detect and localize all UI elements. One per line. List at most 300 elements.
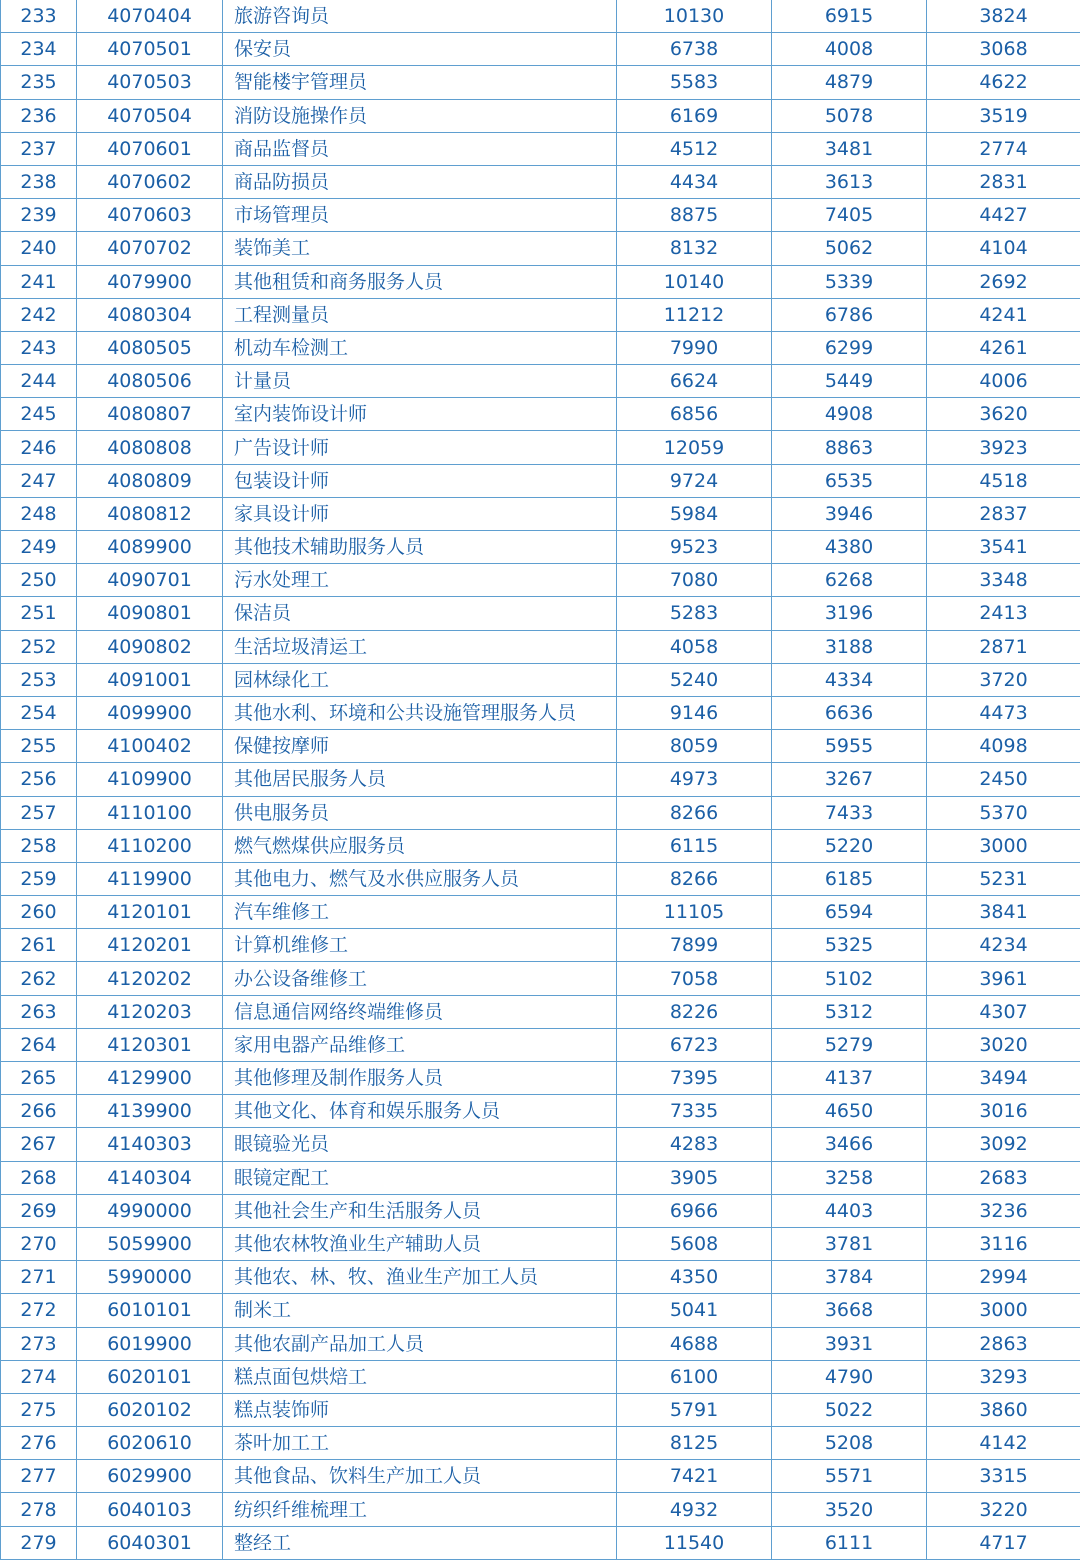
- low-value-cell: 3220: [927, 1493, 1080, 1526]
- high-value-cell: 8266: [617, 862, 772, 895]
- row-number-cell: 266: [1, 1095, 77, 1128]
- median-value-cell: 3520: [772, 1493, 927, 1526]
- low-value-cell: 2774: [927, 132, 1080, 165]
- occupation-name-cell: 旅游咨询员: [223, 0, 617, 33]
- median-value-cell: 5022: [772, 1393, 927, 1426]
- occupation-name-cell: 家用电器产品维修工: [223, 1028, 617, 1061]
- median-value-cell: 3196: [772, 597, 927, 630]
- median-value-cell: 5449: [772, 365, 927, 398]
- table-row: [1, 1194, 1080, 1227]
- occupation-name-cell: 其他社会生产和生活服务人员: [223, 1194, 617, 1227]
- occupation-code-cell: 6020102: [77, 1393, 223, 1426]
- high-value-cell: 7058: [617, 962, 772, 995]
- occupation-code-cell: 4080505: [77, 331, 223, 364]
- occupation-code-cell: 6010101: [77, 1294, 223, 1327]
- row-number-cell: 235: [1, 66, 77, 99]
- occupation-name-cell: 消防设施操作员: [223, 99, 617, 132]
- occupation-name-cell: 纺织纤维梳理工: [223, 1493, 617, 1526]
- median-value-cell: 4403: [772, 1194, 927, 1227]
- median-value-cell: 7433: [772, 796, 927, 829]
- table-row: [1, 232, 1080, 265]
- occupation-code-cell: 4140303: [77, 1128, 223, 1161]
- occupation-name-cell: 制米工: [223, 1294, 617, 1327]
- low-value-cell: 3348: [927, 564, 1080, 597]
- table-row: [1, 1028, 1080, 1061]
- high-value-cell: 4350: [617, 1261, 772, 1294]
- occupation-name-cell: 计算机维修工: [223, 929, 617, 962]
- row-number-cell: 234: [1, 33, 77, 66]
- high-value-cell: 7990: [617, 331, 772, 364]
- high-value-cell: 6169: [617, 99, 772, 132]
- table-row: [1, 564, 1080, 597]
- row-number-cell: 261: [1, 929, 77, 962]
- table-row: [1, 1526, 1080, 1559]
- high-value-cell: 6738: [617, 33, 772, 66]
- occupation-name-cell: 污水处理工: [223, 564, 617, 597]
- row-number-cell: 241: [1, 265, 77, 298]
- row-number-cell: 248: [1, 497, 77, 530]
- row-number-cell: 264: [1, 1028, 77, 1061]
- median-value-cell: 7405: [772, 199, 927, 232]
- low-value-cell: 3720: [927, 663, 1080, 696]
- high-value-cell: 8226: [617, 995, 772, 1028]
- occupation-name-cell: 广告设计师: [223, 431, 617, 464]
- median-value-cell: 6268: [772, 564, 927, 597]
- row-number-cell: 265: [1, 1062, 77, 1095]
- occupation-name-cell: 整经工: [223, 1526, 617, 1559]
- low-value-cell: 3068: [927, 33, 1080, 66]
- occupation-code-cell: 6040301: [77, 1526, 223, 1559]
- occupation-code-cell: 4080807: [77, 398, 223, 431]
- median-value-cell: 6299: [772, 331, 927, 364]
- low-value-cell: 4518: [927, 464, 1080, 497]
- occupation-code-cell: 4070702: [77, 232, 223, 265]
- table-row: [1, 99, 1080, 132]
- low-value-cell: 3293: [927, 1360, 1080, 1393]
- median-value-cell: 3784: [772, 1261, 927, 1294]
- occupation-name-cell: 其他技术辅助服务人员: [223, 531, 617, 564]
- table-row: [1, 265, 1080, 298]
- median-value-cell: 4008: [772, 33, 927, 66]
- table-row: [1, 1393, 1080, 1426]
- table-row: [1, 796, 1080, 829]
- high-value-cell: 10130: [617, 0, 772, 33]
- high-value-cell: 10140: [617, 265, 772, 298]
- median-value-cell: 5102: [772, 962, 927, 995]
- row-number-cell: 270: [1, 1227, 77, 1260]
- high-value-cell: 4434: [617, 165, 772, 198]
- occupation-name-cell: 保安员: [223, 33, 617, 66]
- row-number-cell: 252: [1, 630, 77, 663]
- median-value-cell: 4908: [772, 398, 927, 431]
- occupation-code-cell: 4119900: [77, 862, 223, 895]
- high-value-cell: 5041: [617, 1294, 772, 1327]
- occupation-code-cell: 4120202: [77, 962, 223, 995]
- low-value-cell: 3092: [927, 1128, 1080, 1161]
- occupation-name-cell: 其他农林牧渔业生产辅助人员: [223, 1227, 617, 1260]
- occupation-code-cell: 4110100: [77, 796, 223, 829]
- row-number-cell: 237: [1, 132, 77, 165]
- median-value-cell: 3946: [772, 497, 927, 530]
- row-number-cell: 263: [1, 995, 77, 1028]
- table-row: [1, 696, 1080, 729]
- row-number-cell: 259: [1, 862, 77, 895]
- row-number-cell: 236: [1, 99, 77, 132]
- table-row: [1, 597, 1080, 630]
- high-value-cell: 6966: [617, 1194, 772, 1227]
- occupation-name-cell: 计量员: [223, 365, 617, 398]
- table-row: [1, 730, 1080, 763]
- row-number-cell: 244: [1, 365, 77, 398]
- median-value-cell: 3781: [772, 1227, 927, 1260]
- median-value-cell: 3931: [772, 1327, 927, 1360]
- median-value-cell: 3267: [772, 763, 927, 796]
- high-value-cell: 6856: [617, 398, 772, 431]
- occupation-name-cell: 工程测量员: [223, 298, 617, 331]
- high-value-cell: 7335: [617, 1095, 772, 1128]
- table-row: [1, 1062, 1080, 1095]
- median-value-cell: 6185: [772, 862, 927, 895]
- low-value-cell: 4104: [927, 232, 1080, 265]
- occupation-code-cell: 4109900: [77, 763, 223, 796]
- median-value-cell: 4790: [772, 1360, 927, 1393]
- row-number-cell: 250: [1, 564, 77, 597]
- occupation-name-cell: 保洁员: [223, 597, 617, 630]
- table-row: [1, 763, 1080, 796]
- row-number-cell: 269: [1, 1194, 77, 1227]
- median-value-cell: 5220: [772, 829, 927, 862]
- table-row: [1, 531, 1080, 564]
- table-row: [1, 0, 1080, 33]
- occupation-code-cell: 4070404: [77, 0, 223, 33]
- table-row: [1, 331, 1080, 364]
- table-row: [1, 1161, 1080, 1194]
- occupation-name-cell: 保健按摩师: [223, 730, 617, 763]
- row-number-cell: 242: [1, 298, 77, 331]
- median-value-cell: 5208: [772, 1427, 927, 1460]
- high-value-cell: 4283: [617, 1128, 772, 1161]
- high-value-cell: 6100: [617, 1360, 772, 1393]
- occupation-code-cell: 4120301: [77, 1028, 223, 1061]
- high-value-cell: 5583: [617, 66, 772, 99]
- median-value-cell: 3613: [772, 165, 927, 198]
- occupation-code-cell: 5990000: [77, 1261, 223, 1294]
- high-value-cell: 6115: [617, 829, 772, 862]
- occupation-code-cell: 6029900: [77, 1460, 223, 1493]
- occupation-code-cell: 4139900: [77, 1095, 223, 1128]
- median-value-cell: 3258: [772, 1161, 927, 1194]
- median-value-cell: 5339: [772, 265, 927, 298]
- occupation-code-cell: 4080809: [77, 464, 223, 497]
- median-value-cell: 4879: [772, 66, 927, 99]
- occupation-code-cell: 6020101: [77, 1360, 223, 1393]
- high-value-cell: 8059: [617, 730, 772, 763]
- occupation-code-cell: 4090701: [77, 564, 223, 597]
- row-number-cell: 271: [1, 1261, 77, 1294]
- low-value-cell: 3961: [927, 962, 1080, 995]
- occupation-code-cell: 4129900: [77, 1062, 223, 1095]
- low-value-cell: 3541: [927, 531, 1080, 564]
- table-row: [1, 132, 1080, 165]
- row-number-cell: 243: [1, 331, 77, 364]
- occupation-name-cell: 供电服务员: [223, 796, 617, 829]
- low-value-cell: 2871: [927, 630, 1080, 663]
- table-row: [1, 66, 1080, 99]
- occupation-name-cell: 燃气燃煤供应服务员: [223, 829, 617, 862]
- low-value-cell: 2413: [927, 597, 1080, 630]
- occupation-code-cell: 4090802: [77, 630, 223, 663]
- low-value-cell: 3000: [927, 1294, 1080, 1327]
- row-number-cell: 247: [1, 464, 77, 497]
- high-value-cell: 8875: [617, 199, 772, 232]
- row-number-cell: 239: [1, 199, 77, 232]
- row-number-cell: 257: [1, 796, 77, 829]
- median-value-cell: 3668: [772, 1294, 927, 1327]
- low-value-cell: 3315: [927, 1460, 1080, 1493]
- median-value-cell: 5571: [772, 1460, 927, 1493]
- low-value-cell: 5231: [927, 862, 1080, 895]
- high-value-cell: 5984: [617, 497, 772, 530]
- table-row: [1, 365, 1080, 398]
- high-value-cell: 11540: [617, 1526, 772, 1559]
- table-row: [1, 962, 1080, 995]
- high-value-cell: 6624: [617, 365, 772, 398]
- median-value-cell: 6786: [772, 298, 927, 331]
- row-number-cell: 277: [1, 1460, 77, 1493]
- median-value-cell: 4334: [772, 663, 927, 696]
- high-value-cell: 8266: [617, 796, 772, 829]
- low-value-cell: 4307: [927, 995, 1080, 1028]
- occupation-code-cell: 4070503: [77, 66, 223, 99]
- low-value-cell: 3519: [927, 99, 1080, 132]
- median-value-cell: 5325: [772, 929, 927, 962]
- occupation-code-cell: 6040103: [77, 1493, 223, 1526]
- high-value-cell: 9523: [617, 531, 772, 564]
- high-value-cell: 4512: [617, 132, 772, 165]
- median-value-cell: 3481: [772, 132, 927, 165]
- low-value-cell: 2692: [927, 265, 1080, 298]
- occupation-name-cell: 眼镜定配工: [223, 1161, 617, 1194]
- table-row: [1, 1360, 1080, 1393]
- table-row: [1, 165, 1080, 198]
- low-value-cell: 2863: [927, 1327, 1080, 1360]
- occupation-code-cell: 4091001: [77, 663, 223, 696]
- low-value-cell: 3000: [927, 829, 1080, 862]
- low-value-cell: 2831: [927, 165, 1080, 198]
- high-value-cell: 11212: [617, 298, 772, 331]
- low-value-cell: 4006: [927, 365, 1080, 398]
- row-number-cell: 278: [1, 1493, 77, 1526]
- high-value-cell: 4973: [617, 763, 772, 796]
- row-number-cell: 256: [1, 763, 77, 796]
- table-row: [1, 896, 1080, 929]
- table-row: [1, 464, 1080, 497]
- row-number-cell: 246: [1, 431, 77, 464]
- row-number-cell: 253: [1, 663, 77, 696]
- occupation-code-cell: 4070601: [77, 132, 223, 165]
- occupation-code-cell: 4120101: [77, 896, 223, 929]
- table-row: [1, 1493, 1080, 1526]
- row-number-cell: 262: [1, 962, 77, 995]
- table-row: [1, 398, 1080, 431]
- table-row: [1, 33, 1080, 66]
- low-value-cell: 4098: [927, 730, 1080, 763]
- row-number-cell: 268: [1, 1161, 77, 1194]
- occupation-code-cell: 4120201: [77, 929, 223, 962]
- table-row: [1, 1427, 1080, 1460]
- occupation-name-cell: 包装设计师: [223, 464, 617, 497]
- occupation-code-cell: 4090801: [77, 597, 223, 630]
- high-value-cell: 5608: [617, 1227, 772, 1260]
- occupation-name-cell: 商品监督员: [223, 132, 617, 165]
- median-value-cell: 6636: [772, 696, 927, 729]
- occupation-name-cell: 其他农副产品加工人员: [223, 1327, 617, 1360]
- median-value-cell: 8863: [772, 431, 927, 464]
- occupation-name-cell: 糕点面包烘焙工: [223, 1360, 617, 1393]
- high-value-cell: 5283: [617, 597, 772, 630]
- occupation-code-cell: 4080812: [77, 497, 223, 530]
- table-row: [1, 929, 1080, 962]
- occupation-name-cell: 机动车检测工: [223, 331, 617, 364]
- occupation-name-cell: 茶叶加工工: [223, 1427, 617, 1460]
- low-value-cell: 3923: [927, 431, 1080, 464]
- occupation-name-cell: 家具设计师: [223, 497, 617, 530]
- median-value-cell: 4380: [772, 531, 927, 564]
- high-value-cell: 5240: [617, 663, 772, 696]
- median-value-cell: 3466: [772, 1128, 927, 1161]
- low-value-cell: 2683: [927, 1161, 1080, 1194]
- occupation-code-cell: 4140304: [77, 1161, 223, 1194]
- row-number-cell: 272: [1, 1294, 77, 1327]
- median-value-cell: 6915: [772, 0, 927, 33]
- occupation-name-cell: 其他电力、燃气及水供应服务人员: [223, 862, 617, 895]
- low-value-cell: 3620: [927, 398, 1080, 431]
- table-row: [1, 630, 1080, 663]
- low-value-cell: 4427: [927, 199, 1080, 232]
- row-number-cell: 258: [1, 829, 77, 862]
- occupation-code-cell: 4089900: [77, 531, 223, 564]
- low-value-cell: 2450: [927, 763, 1080, 796]
- row-number-cell: 267: [1, 1128, 77, 1161]
- high-value-cell: 12059: [617, 431, 772, 464]
- table-row: [1, 1460, 1080, 1493]
- high-value-cell: 6723: [617, 1028, 772, 1061]
- low-value-cell: 4622: [927, 66, 1080, 99]
- low-value-cell: 5370: [927, 796, 1080, 829]
- row-number-cell: 275: [1, 1393, 77, 1426]
- high-value-cell: 4932: [617, 1493, 772, 1526]
- low-value-cell: 3020: [927, 1028, 1080, 1061]
- table-row: [1, 862, 1080, 895]
- occupation-name-cell: 装饰美工: [223, 232, 617, 265]
- occupation-name-cell: 信息通信网络终端维修员: [223, 995, 617, 1028]
- row-number-cell: 249: [1, 531, 77, 564]
- low-value-cell: 2994: [927, 1261, 1080, 1294]
- low-value-cell: 3494: [927, 1062, 1080, 1095]
- median-value-cell: 4650: [772, 1095, 927, 1128]
- occupation-name-cell: 室内装饰设计师: [223, 398, 617, 431]
- table-row: [1, 1294, 1080, 1327]
- low-value-cell: 4261: [927, 331, 1080, 364]
- row-number-cell: 279: [1, 1526, 77, 1559]
- table-row: [1, 1327, 1080, 1360]
- low-value-cell: 3841: [927, 896, 1080, 929]
- row-number-cell: 274: [1, 1360, 77, 1393]
- low-value-cell: 3236: [927, 1194, 1080, 1227]
- high-value-cell: 8125: [617, 1427, 772, 1460]
- occupation-code-cell: 4110200: [77, 829, 223, 862]
- occupation-code-cell: 4080808: [77, 431, 223, 464]
- occupation-code-cell: 6020610: [77, 1427, 223, 1460]
- occupation-code-cell: 4990000: [77, 1194, 223, 1227]
- row-number-cell: 238: [1, 165, 77, 198]
- low-value-cell: 3860: [927, 1393, 1080, 1426]
- occupation-name-cell: 办公设备维修工: [223, 962, 617, 995]
- row-number-cell: 240: [1, 232, 77, 265]
- row-number-cell: 260: [1, 896, 77, 929]
- row-number-cell: 254: [1, 696, 77, 729]
- occupation-name-cell: 其他修理及制作服务人员: [223, 1062, 617, 1095]
- high-value-cell: 7080: [617, 564, 772, 597]
- occupation-name-cell: 眼镜验光员: [223, 1128, 617, 1161]
- occupation-code-cell: 4070602: [77, 165, 223, 198]
- table-row: [1, 829, 1080, 862]
- high-value-cell: 11105: [617, 896, 772, 929]
- median-value-cell: 4137: [772, 1062, 927, 1095]
- occupation-name-cell: 其他农、林、牧、渔业生产加工人员: [223, 1261, 617, 1294]
- occupation-name-cell: 糕点装饰师: [223, 1393, 617, 1426]
- low-value-cell: 4234: [927, 929, 1080, 962]
- median-value-cell: 5078: [772, 99, 927, 132]
- low-value-cell: 4142: [927, 1427, 1080, 1460]
- median-value-cell: 6594: [772, 896, 927, 929]
- occupation-code-cell: 4080506: [77, 365, 223, 398]
- occupation-name-cell: 智能楼宇管理员: [223, 66, 617, 99]
- occupation-code-cell: 4070501: [77, 33, 223, 66]
- high-value-cell: 7421: [617, 1460, 772, 1493]
- high-value-cell: 7899: [617, 929, 772, 962]
- median-value-cell: 6111: [772, 1526, 927, 1559]
- occupation-code-cell: 4100402: [77, 730, 223, 763]
- occupation-code-cell: 4099900: [77, 696, 223, 729]
- low-value-cell: 4717: [927, 1526, 1080, 1559]
- table-row: [1, 298, 1080, 331]
- table-row: [1, 1261, 1080, 1294]
- occupation-name-cell: 汽车维修工: [223, 896, 617, 929]
- occupation-code-cell: 4120203: [77, 995, 223, 1028]
- table-row: [1, 995, 1080, 1028]
- high-value-cell: 4688: [617, 1327, 772, 1360]
- row-number-cell: 245: [1, 398, 77, 431]
- table-row: [1, 1128, 1080, 1161]
- occupation-code-cell: 4080304: [77, 298, 223, 331]
- low-value-cell: 4473: [927, 696, 1080, 729]
- high-value-cell: 3905: [617, 1161, 772, 1194]
- table-row: [1, 199, 1080, 232]
- occupation-name-cell: 其他文化、体育和娱乐服务人员: [223, 1095, 617, 1128]
- occupation-name-cell: 其他水利、环境和公共设施管理服务人员: [223, 696, 617, 729]
- table-row: [1, 1227, 1080, 1260]
- row-number-cell: 273: [1, 1327, 77, 1360]
- occupation-code-cell: 4070504: [77, 99, 223, 132]
- table-row: [1, 1095, 1080, 1128]
- row-number-cell: 276: [1, 1427, 77, 1460]
- occupation-name-cell: 园林绿化工: [223, 663, 617, 696]
- median-value-cell: 3188: [772, 630, 927, 663]
- low-value-cell: 2837: [927, 497, 1080, 530]
- occupation-name-cell: 生活垃圾清运工: [223, 630, 617, 663]
- occupation-code-cell: 6019900: [77, 1327, 223, 1360]
